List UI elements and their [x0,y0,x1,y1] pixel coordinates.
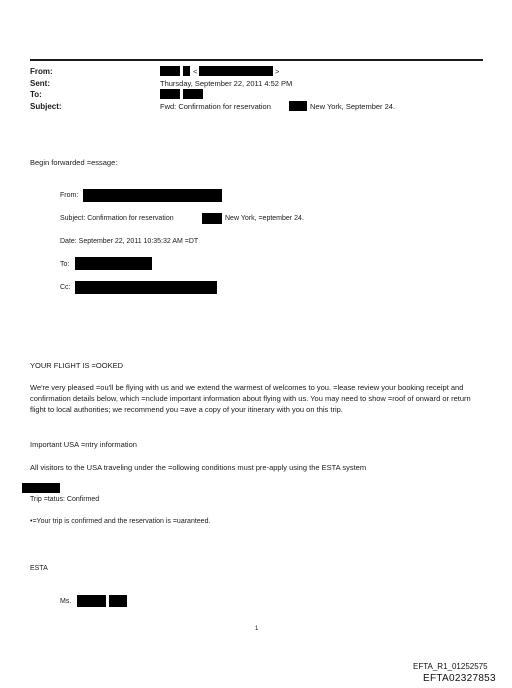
page-number: 1 [255,626,259,632]
sent-label: Sent: [30,79,50,88]
redaction [183,89,203,99]
bullet-confirmed: •=Your trip is confirmed and the reservation is =uaranteed. [30,518,211,525]
to-label: To: [30,90,42,99]
header-rule [30,59,483,61]
forward-subject-prefix: Subject: Confirmation for reservation [60,215,174,222]
redaction [83,189,222,202]
redaction [160,89,180,99]
subject-suffix: New York, September 24. [310,102,396,111]
footer-code-2: EFTA02327853 [423,673,496,684]
forward-to-label: To: [60,261,70,268]
forward-intro: Begin forwarded =essage: [30,158,118,167]
entry-text: All visitors to the USA traveling under the =ollowing conditions must pre-apply using the ESTA system [30,463,367,472]
redaction [77,595,106,607]
from-label: From: [30,67,53,76]
redaction [199,66,273,76]
footer-code-1: EFTA_R1_01252575 [413,662,488,671]
subject-label: Subject: [30,102,62,111]
redaction [183,66,190,76]
sent-value: Thursday, September 22, 2011 4:52 PM [160,79,293,88]
redaction [109,595,127,607]
ms-label: Ms. [60,598,72,605]
forward-subject-suffix: New York, =eptember 24. [225,215,304,222]
redaction [75,281,217,294]
flight-booked-heading: YOUR FLIGHT IS =OOKED [30,361,124,370]
redaction [289,101,307,111]
welcome-paragraph: We're very pleased =ou'll be flying with us and we extend the warmest of welcomes to you. =lease review your booking receipt and confirmation details below, which =nclude important information about flying with us. You may need to show =roof of onward or return flight to local authorities; we recommend you =ave a copy of your itinerary with you on this trip. [30,383,471,414]
from-lt: < [193,67,198,76]
forward-from-label: From: [60,192,79,199]
trip-status: Trip =tatus: Confirmed [30,496,100,503]
entry-heading: Important USA =ntry information [30,440,137,449]
forward-cc-label: Cc: [60,284,71,291]
esta-label: ESTA [30,565,48,572]
redaction [22,483,60,493]
redaction [160,66,180,76]
subject-prefix: Fwd: Confirmation for reservation [160,102,271,111]
redaction [75,257,152,270]
redaction [202,213,222,224]
from-gt: > [275,67,280,76]
forward-date: Date: September 22, 2011 10:35:32 AM =DT [60,238,199,245]
